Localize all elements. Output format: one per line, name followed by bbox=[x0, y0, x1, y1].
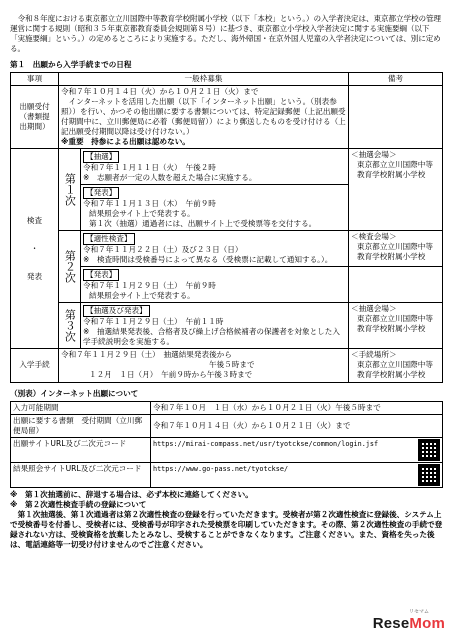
phase2-row bbox=[11, 231, 443, 267]
lottery-venue: ＜抽選会場＞ 東京都立立川国際中等教育学校附属小学校 bbox=[349, 149, 443, 231]
application-site-cell bbox=[151, 437, 443, 462]
internet-row bbox=[11, 401, 443, 414]
publication2-remarks bbox=[349, 267, 443, 303]
result-site-cell bbox=[151, 462, 443, 487]
phase1-label: 第１次 bbox=[59, 149, 81, 231]
note-withdraw: ※ 第１次抽選前に、辞退する場合は、必ず本校に連絡してください。 bbox=[10, 489, 253, 499]
procedure-venue: ＜手続場所＞ 東京都立立川国際中等教育学校附属小学校 bbox=[349, 349, 443, 382]
phase3-label: 第３次 bbox=[59, 303, 81, 349]
procedure-cell: 令和７年１１月２９日（土） 抽選結果発表後から 午後５時まで １２月 １日（月） 午前９時から午後３時まで bbox=[59, 349, 349, 382]
input-period-value: 令和７年１０月 １日（水）から１０月２１日（火）午後５時まで bbox=[151, 401, 443, 414]
note-registration-body: 第１次抽選後、第１次通過者は第２次適性検査の登録を行っていただきます。受検者が第２次適性検査に登録後、システム上で受検番号を付番し、受検者には、受検番号が印字された受検票を印刷していただきます。その際、第２次適性検査の手続で登録されない方は、受検資格を放棄したとみなし、受検することができなくなります。ご注意ください。また、資格を失った後は、電話連絡等一切受け付けませんのでご注意ください。 bbox=[10, 509, 443, 549]
phase1-row bbox=[11, 149, 443, 185]
lottery3-cell: 【抽選及び発表】 令和７年１１月２９日（土） 午前１１時 ※ 抽選結果発表後、合格者及び繰上げ合格候補者の保護者を対象とした入学手続説明会を実施する。 bbox=[81, 303, 349, 349]
application-site-link[interactable]: https://mirai-compass.net/usr/tyotckse/common/login.jsf bbox=[153, 439, 379, 448]
important-note: ※重要 持参による出願は認めない。 bbox=[61, 137, 190, 147]
publication1-cell: 【発表】 令和７年１１月１３日（木） 午前９時 結果照会サイト上で発表する。 第１次（抽選）通過者には、出願サイト上で受検票等を交付する。 bbox=[81, 185, 349, 231]
internet-row bbox=[11, 462, 443, 487]
lottery-cell: 【抽選】 令和７年１１月１１日（火） 午後２時 ※ 志願者が一定の人数を超えた場合に実施する。 bbox=[81, 149, 349, 185]
input-period-label: 入力可能期間 bbox=[11, 401, 151, 414]
application-remarks bbox=[349, 86, 443, 149]
schedule-header-row bbox=[11, 73, 443, 86]
header-remarks: 備考 bbox=[349, 73, 443, 86]
internet-row bbox=[11, 437, 443, 462]
application-content: 令和７年１０月１４日（火）から１０月２１日（火）まで インターネットを活用した出願（以下「インターネット出願」という。（別表参照））を行い、かつその他出願に要する書類については、特定記録郵便（上記出願受付期間中に、立川郵便局に必着（郵便局留））により郵送したものを受け付ける（上記出願受付期間以降は受け付けない。） ※重要 持参による出願は認めない。 bbox=[59, 86, 349, 149]
header-item: 事項 bbox=[11, 73, 59, 86]
header-general: 一般枠募集 bbox=[59, 73, 349, 86]
logo-subtext: リセマム bbox=[409, 609, 429, 616]
internet-table bbox=[10, 401, 443, 488]
phase3-row bbox=[11, 303, 443, 349]
procedure-row bbox=[11, 349, 443, 382]
lottery3-venue: ＜抽選会場＞ 東京都立立川国際中等教育学校附属小学校 bbox=[349, 303, 443, 349]
exam-venue: ＜検査会場＞ 東京都立立川国際中等教育学校附属小学校 bbox=[349, 231, 443, 267]
schedule-table bbox=[10, 72, 443, 382]
document-page bbox=[10, 14, 443, 550]
documents-period-label: 出願に要する書類 受付期間（立川郵便局留） bbox=[11, 414, 151, 437]
qr-code-icon[interactable] bbox=[418, 439, 440, 461]
internet-row bbox=[11, 414, 443, 437]
aptitude-cell: 【適性検査】 令和７年１１月２２日（土）及び２３日（日） ※ 検査時間は受検番号によって異なる（受検票に記載して通知する。）。 bbox=[81, 231, 349, 267]
application-site-label: 出願サイトURL及び二次元コード bbox=[11, 437, 151, 462]
documents-period-value: 令和７年１０月１４日（火）から１０月２１日（火）まで bbox=[151, 414, 443, 437]
notes-section bbox=[10, 490, 443, 550]
qr-code-icon[interactable] bbox=[418, 464, 440, 486]
section2-heading: （別表）インターネット出願について bbox=[10, 388, 139, 398]
result-site-label: 結果照会サイトURL及び二次元コード bbox=[11, 462, 151, 487]
procedure-label: 入学手続 bbox=[11, 349, 59, 382]
note-registration-title: ※ 第２次適性検査手続の登録について bbox=[10, 499, 147, 509]
resemom-logo: ReseMom bbox=[372, 615, 445, 633]
application-row bbox=[11, 86, 443, 149]
section1-heading: 第１ 出願から入学手続までの日程 bbox=[10, 60, 132, 70]
phase2-label: 第２次 bbox=[59, 231, 81, 303]
intro-paragraph: 令和８年度における東京都立立川国際中等教育学校附属小学校（以下「本校」という。）の入学者決定は、東京都立学校の管理運営に関する規則（昭和３５年東京都教育委員会規則第８号）に基づき、東京都立小学校入学者決定に関する実施要綱（以下「実施要綱」という。）の定めるところにより実施する。ただし、海外帰国・在京外国人児童の入学者決定については、別に定める。 bbox=[10, 14, 441, 54]
publication2-cell: 【発表】 令和７年１１月２９日（土） 午前９時 結果照会サイト上で発表する。 bbox=[81, 267, 349, 303]
result-site-link[interactable]: https://www.go-pass.net/tyotckse/ bbox=[153, 464, 289, 473]
exam-label: 検査 ・ 発表 bbox=[11, 149, 59, 349]
application-label: 出願受付 （書類提 出期間） bbox=[11, 86, 59, 149]
